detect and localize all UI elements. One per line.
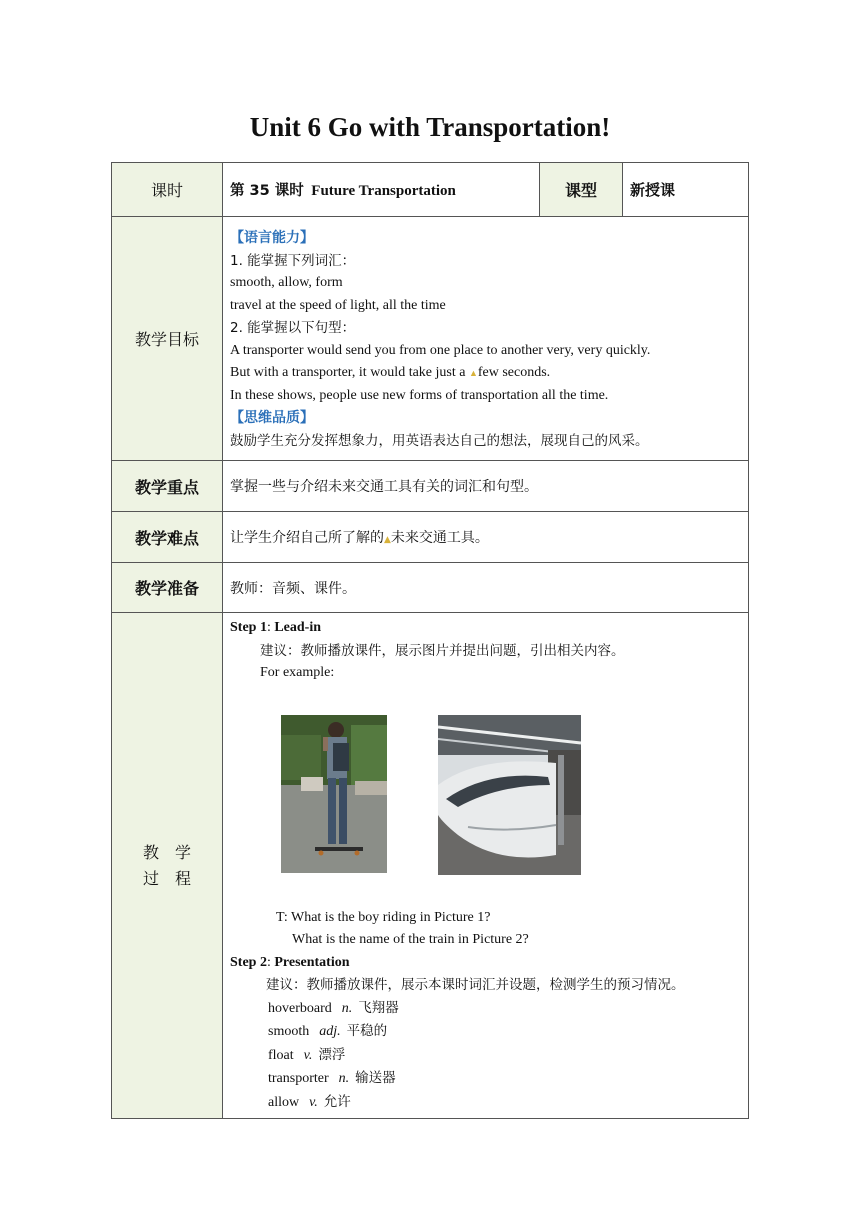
vocab-meaning: 漂浮 bbox=[318, 1046, 346, 1063]
goals-cell bbox=[223, 217, 749, 461]
type-value: 新授课 bbox=[630, 181, 676, 199]
thinking-quality-heading: 【思维品质】 bbox=[230, 410, 314, 426]
vocab-item bbox=[230, 1067, 742, 1091]
label-difficulties: 教学难点 bbox=[112, 512, 223, 563]
goal-item-2: 2. 能掌握以下句型： bbox=[230, 320, 356, 336]
vocab-word: transporter bbox=[268, 1071, 329, 1086]
vocab-pos: adj. bbox=[319, 1024, 341, 1039]
vocab-line-2: travel at the speed of light, all the time bbox=[230, 297, 446, 313]
step2-heading: Step 2: Presentation bbox=[230, 954, 350, 970]
sentence-3: In these shows, people use new forms of transportation all the time. bbox=[230, 387, 609, 403]
vocab-line-1: smooth, allow, form bbox=[230, 275, 343, 290]
vocab-word: float bbox=[268, 1047, 294, 1063]
preparation-text: 教师：音频、课件。 bbox=[230, 580, 356, 597]
row-goals bbox=[112, 217, 749, 461]
vocab-pos: n. bbox=[341, 1000, 353, 1016]
vocab-item bbox=[230, 1044, 742, 1068]
lesson-number: 第 35 课时 bbox=[230, 183, 304, 199]
vocab-pos: n. bbox=[338, 1071, 350, 1086]
label-goals: 教学目标 bbox=[112, 217, 223, 461]
thinking-text: 鼓励学生充分发挥想象力，用英语表达自己的想法，展现自己的风采。 bbox=[230, 432, 649, 449]
label-type: 课型 bbox=[540, 163, 623, 217]
row-preparation bbox=[112, 563, 749, 613]
label-preparation: 教学准备 bbox=[112, 563, 223, 613]
edit-mark: ▲ bbox=[384, 535, 391, 545]
high-speed-train-photo bbox=[438, 715, 581, 875]
vocab-word: smooth bbox=[268, 1024, 310, 1039]
edit-mark: ▲ bbox=[468, 368, 478, 378]
sentence-2: But with a transporter, it would take just a ▲few seconds. bbox=[230, 365, 551, 380]
lesson-title: Future Transportation bbox=[311, 183, 456, 199]
label-key-points: 教学重点 bbox=[112, 461, 223, 512]
row-lesson bbox=[112, 163, 749, 217]
vocab-meaning: 平稳的 bbox=[346, 1023, 388, 1039]
document-title: Unit 6 Go with Transportation! bbox=[249, 112, 611, 142]
vocab-word: allow bbox=[268, 1094, 300, 1110]
key-points-text: 掌握一些与介绍未来交通工具有关的词汇和句型。 bbox=[230, 479, 538, 495]
language-ability-heading: 【语言能力】 bbox=[230, 230, 314, 246]
vocab-word: hoverboard bbox=[268, 1000, 332, 1016]
step1-heading: Step 1: Lead-in bbox=[230, 620, 322, 635]
process-cell bbox=[223, 613, 749, 1119]
skateboard-boy-photo bbox=[281, 715, 387, 873]
vocab-meaning: 允许 bbox=[323, 1093, 351, 1110]
label-process: 教 学 过 程 bbox=[112, 613, 223, 1119]
label-lesson: 课时 bbox=[112, 163, 223, 217]
sentence-1: A transporter would send you from one place to another very, very quickly. bbox=[230, 342, 651, 358]
goal-item-1: 1. 能掌握下列词汇： bbox=[230, 252, 356, 269]
type-cell bbox=[623, 163, 749, 217]
pictures bbox=[230, 685, 742, 907]
lesson-plan-table bbox=[111, 162, 749, 1119]
difficulties-text: 让学生介绍自己所了解的▲未来交通工具。 bbox=[230, 530, 489, 546]
step1-suggestion: 建议：教师播放课件，展示图片并提出问题，引出相关内容。 bbox=[260, 642, 625, 659]
vocab-meaning: 飞翔器 bbox=[358, 999, 399, 1016]
for-example: For example: bbox=[260, 665, 335, 680]
question-2: What is the name of the train in Picture 2? bbox=[292, 932, 529, 947]
step2-suggestion: 建议：教师播放课件，展示本课时词汇并设题，检测学生的预习情况。 bbox=[266, 977, 685, 993]
vocab-meaning: 输送器 bbox=[355, 1070, 396, 1086]
row-key-points bbox=[112, 461, 749, 512]
vocab-pos: v. bbox=[303, 1047, 313, 1063]
vocab-item bbox=[230, 1020, 742, 1044]
vocab-item bbox=[230, 1091, 742, 1115]
row-process bbox=[112, 613, 749, 1119]
vocab-pos: v. bbox=[309, 1094, 318, 1110]
vocab-item bbox=[230, 997, 742, 1021]
lesson-cell bbox=[223, 163, 540, 217]
question-1: T: What is the boy riding in Picture 1? bbox=[276, 909, 491, 925]
row-difficulties bbox=[112, 512, 749, 563]
vocab-list bbox=[230, 997, 742, 1115]
